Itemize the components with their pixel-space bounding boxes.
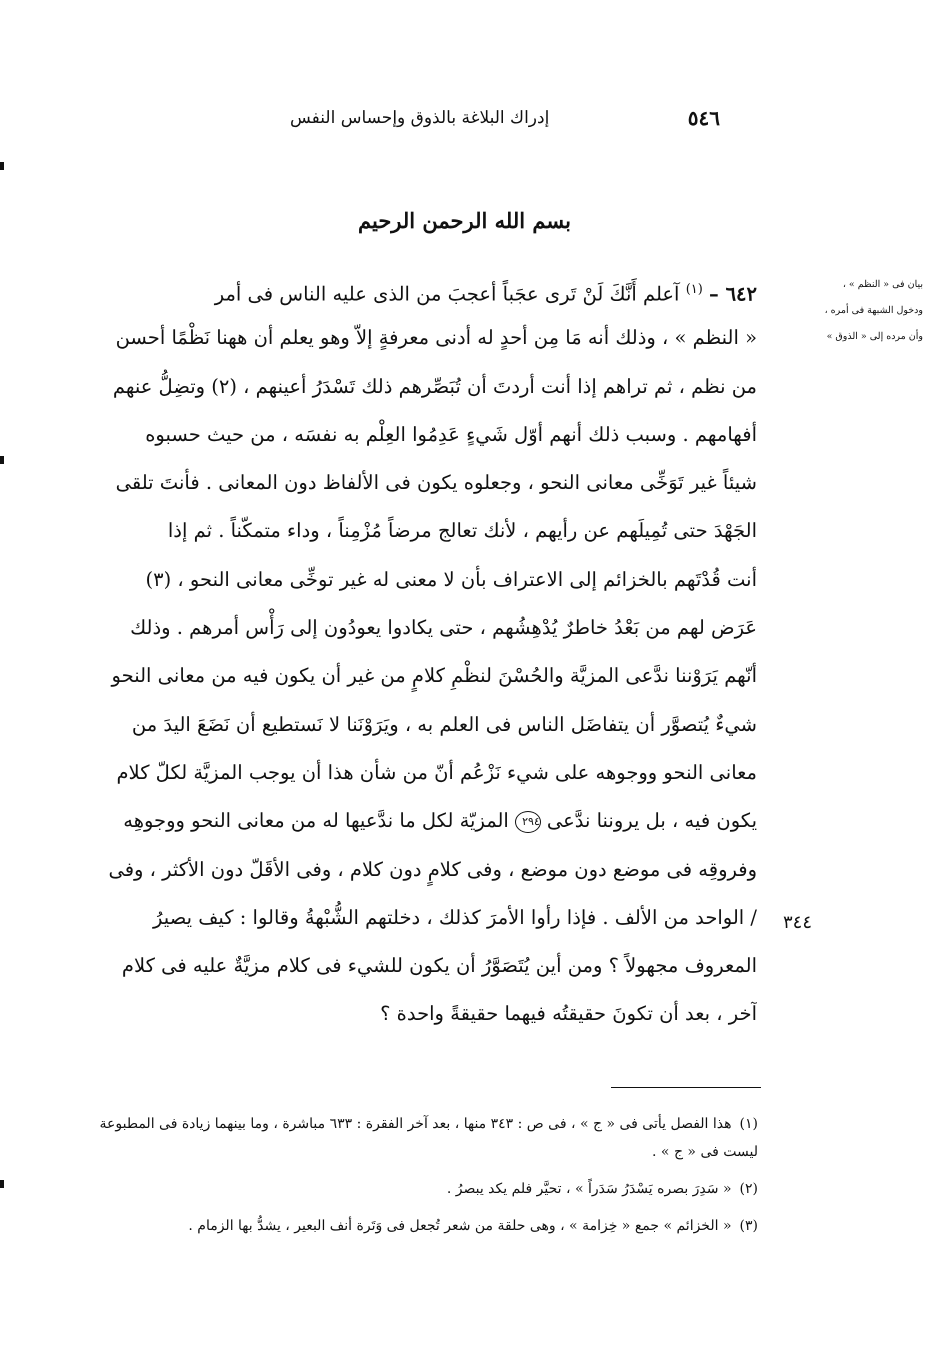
text-line: الجَهْدَ حتى تُمِيلَهم عن رأيهم ، لأنك تعالج مرضاً مُزْمِناً ، وداء متمكّناً . ثم إذا [167, 519, 757, 543]
footnote-text: « الخزائم » جمع « خِزامة » ، وهى حلقة من شعر تُجعل فى وَتَرة أنف البعير ، يشدُّ بها الزمام . [188, 1218, 732, 1234]
text-line: أنت قُدْتَهم بالخزائم إلى الاعتراف بأن لا معنى له غير توخِّى معانى النحو ، (٣) [145, 567, 757, 591]
footnote-number: (٣) [739, 1218, 758, 1234]
margin-notes [773, 272, 923, 350]
footnote-text: هذا الفصل يأتى فى « ج » ، فى ص : ٣٤٣ منها ، بعد آخر الفقرة : ٦٣٣ مباشرة ، وما بينهما زيادة فى المطبوعة ليست فى « ج » . [99, 1116, 758, 1160]
scan-edge-mark [0, 1180, 4, 1188]
footnote-number: (١) [739, 1116, 758, 1132]
text-line: آخر ، بعد أن تكونَ حقيقتُه فيهما حقيقةً واحدة ؟ [380, 1002, 757, 1026]
scan-edge-mark [0, 456, 4, 464]
text-line: عَرَض لهم من بَعْدُ خاطرٌ يُدْهِشُهم ، حتى يكادوا يعودُون إلى رَأْس أمرهم . وذلك [130, 616, 757, 640]
text-line: معانى النحو ووجوهه على شيء نَزْعُم أنّ من شأن هذا أن يوجب المزيَّة لكلّ كلام [116, 760, 757, 784]
line-text: يكون فيه ، بل يروننا ندَّعى [546, 809, 757, 833]
page-header [290, 106, 720, 140]
footnote [98, 1110, 758, 1166]
text-line: أنّهم يَرَوْننا ندَّعى المزيَّة والحُسْنَ لنظْمِ كلامٍ من غير أن يكون فيه من معانى النحو [111, 664, 757, 688]
text-line [97, 797, 757, 845]
margin-note: بيان فى « النظم » ، [842, 279, 923, 290]
basmala: بسم الله الرحمن الرحيم [358, 208, 571, 233]
footnote-divider [611, 1087, 761, 1088]
running-title: إدراك البلاغة بالذوق وإحساس النفس [290, 108, 550, 128]
text-line: أفهامهم . وسبب ذلك أنهم أوّل شَيءٍ عَدِمُوا العِلْم به نفسَه ، من حيث حسبوه [145, 422, 757, 446]
footnotes [98, 1110, 758, 1249]
page-number: ٥٤٦ [687, 106, 720, 130]
text-line: شيءٌ يُتصوَّر أن يتفاضَل الناس فى العلم به ، ويَرَوْنَنا لا نَستطيع أن نَضَعَ اليدَ من [131, 712, 757, 736]
text-line: « النظم » ، وذلك أنه مَا مِن أحدٍ له أدنى معرفةٍ إلاّ وهو يعلم أن ههنا نَظْمًا أحسن [115, 326, 757, 350]
margin-note: وأن مرده إلى « الذوق » [826, 331, 923, 342]
original-page-marker: ٢٩٤ [515, 811, 541, 833]
line-text: آعلم أَنَّكَ لَنْ تَرى عجَباً أعجبَ من الذى عليه الناس فى أمر [214, 282, 680, 306]
text-line: شيئاً غير تَوَخِّى معانى النحو ، وجعلوه يكون فى الألفاظ دون المعانى . فأنتَ تلقى [115, 471, 757, 495]
footnote-text: « سَدِرَ بصره يَسْدَرُ سَدَراً » ، تحيَّر فلم يكد يبصرُ . [446, 1181, 732, 1197]
margin-note: ودخول الشبهة فى أمره ، [824, 305, 923, 316]
footnote [98, 1175, 758, 1203]
original-page-number: ٣٤٤ [783, 912, 813, 933]
scan-edge-mark [0, 162, 4, 170]
footnote [98, 1212, 758, 1240]
text-line: المعروف مجهولاً ؟ ومن أين يُتَصَوَّرُ أن يكون للشيء فى كلام مزيَّةٌ عليه فى كلام [121, 954, 757, 978]
line-text: المزيّة لكل ما ندَّعيها له من معانى النحو ووجوهِه [123, 809, 509, 833]
text-line [97, 266, 757, 314]
footnote-ref: (١) [685, 282, 703, 297]
footnote-number: (٢) [739, 1181, 758, 1197]
text-line: من نظم ، ثم تراهم إذا أنت أردتَ أن تُبَصِّرهم ذلك تَسْدَرُ أعينهم ، (٢) وتضِلُّ عنهم [112, 374, 757, 398]
main-text [97, 266, 757, 1039]
paragraph-number: ٦٤٢ – [709, 282, 757, 306]
text-line: / الواحد من الألف . فإذا رأوا الأمرَ كذلك ، دخلتهم الشُّبْهةُ وقالوا : كيف يصيرُ [153, 905, 757, 929]
text-line: وفروقِه فى موضع دون موضع ، وفى كلامٍ دون كلام ، وفى الأقَلّ دون الأكثر ، وفى [108, 857, 757, 881]
